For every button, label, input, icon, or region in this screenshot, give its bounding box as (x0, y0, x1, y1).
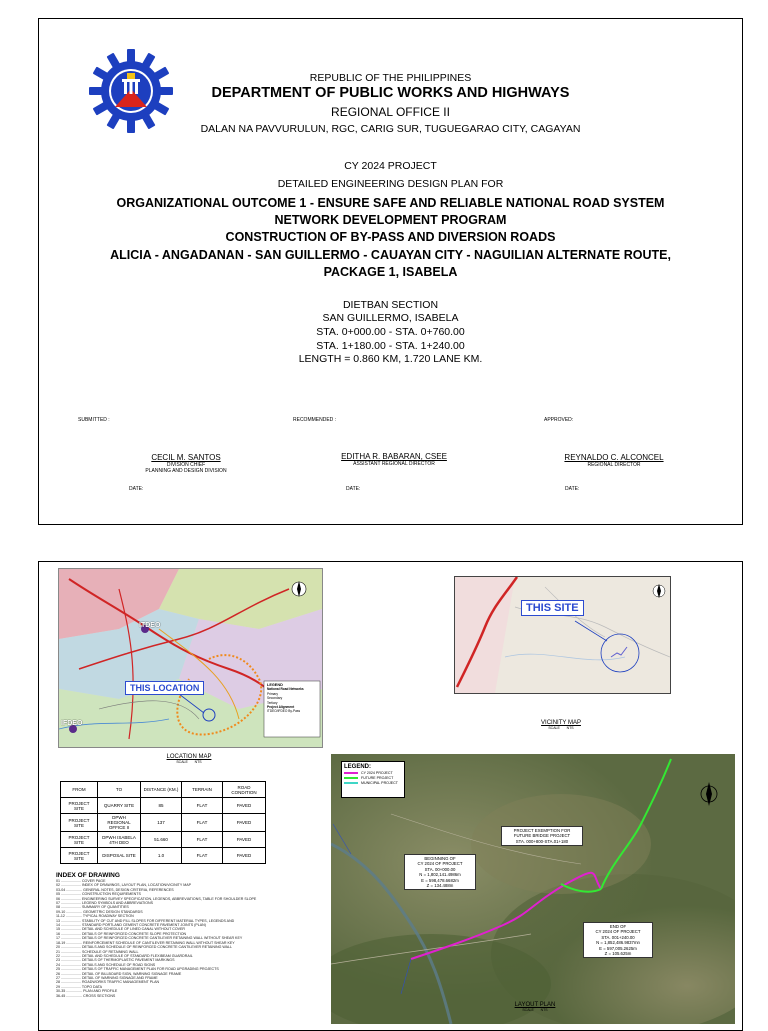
signatory-approved (554, 453, 674, 468)
date-label: DATE: (346, 486, 361, 492)
office-heading: REGIONAL OFFICE II (331, 105, 450, 119)
table-cell: 51.660 (141, 832, 182, 848)
legend-item: National Road Networks (267, 687, 304, 692)
table-cell: DPWH REGIONAL OFFICE II (98, 814, 141, 832)
legend-item: Project Alignment (267, 705, 295, 710)
signatory-title: ASSISTANT REGIONAL DIRECTOR (353, 461, 435, 467)
signatory-name: EDITHA R. BABARAN, CSEE (341, 452, 447, 461)
signatory-submitted (131, 453, 241, 474)
callout-line: STA. 001+240.00 (601, 934, 635, 940)
callout-line: E = 597,005.2625m (599, 945, 637, 951)
callout-line: STA. 000+800-STA.01+180 (515, 838, 569, 844)
index-item: 24 .................... DETAILS AND SCHEDULE OF ROAD SIGNS (56, 962, 156, 967)
legend-item (344, 781, 402, 786)
callout-line: N = 1,802,141.4986m (419, 872, 461, 878)
vicinity-map (454, 576, 671, 694)
column-header: DISTANCE (KM.) (141, 782, 182, 798)
legend-title: LEGEND (267, 683, 283, 687)
table-cell: PROJECT SITE (61, 848, 98, 864)
index-item: 08 .................... SUMMARY OF QUANTITIES (56, 905, 129, 910)
index-item: 07 .................... LEGEND SYMBOLS AND ABBREVIATIONS (56, 901, 153, 906)
callout-line: CY 2024 OF PROJECT (595, 929, 641, 935)
cover-sheet (38, 18, 743, 525)
index-item: 23 .................... DETAILS OF THERMOPLASTIC PAVEMENT MARKINGS (56, 958, 175, 963)
table-cell: FLAT (182, 848, 223, 864)
table-cell: PROJECT SITE (61, 814, 98, 832)
table-cell: DPWH ISABELA 4TH DEO (98, 832, 141, 848)
legend-item: Primary (267, 691, 278, 696)
project-length: LENGTH = 0.860 KM, 1.720 LANE KM. (298, 353, 483, 365)
table-cell: PROJECT SITE (61, 798, 98, 814)
callout-line: FUTURE BRIDGE PROJECT (513, 833, 571, 839)
table-row (61, 814, 266, 832)
exemption-callout (501, 826, 583, 846)
index-item: 21 .................... SCHEDULE OF RETAINING WALL (56, 949, 139, 954)
section-name: DIETBAN SECTION (342, 299, 439, 311)
table-cell: PROJECT SITE (61, 832, 98, 848)
index-item: 28 .................... ROADWORKS TRAFFIC MANAGEMENT PLAN (56, 980, 160, 985)
callout-line: PROJECT EXEMPTION FOR (513, 828, 571, 833)
table-cell: FLAT (182, 832, 223, 848)
callout-line: N = 1,852,486.9837mn (596, 940, 640, 946)
index-layout-sheet (38, 561, 743, 1031)
date-label: DATE: (129, 486, 144, 492)
column-header: ROAD CONDITION (223, 782, 266, 798)
signatory-recommended (334, 452, 454, 467)
address-line: DALAN NA PAVVURULUN, RGC, CARIG SUR, TUGUEGARAO CITY, CAGAYAN (200, 123, 581, 135)
column-header: TERRAIN (182, 782, 223, 798)
index-item: 06 .................... ENGINEERING SURVEY SPECIFICATION, LEGENDS, ABBREVIATIONS, TABLE FOR SHOULDER SLOPE (56, 896, 257, 901)
index-item: 20 .................... DETAILS AND SCHEDULE OF REINFORCED CONCRETE CANTILEVER RETAINING WALL (56, 945, 233, 950)
scale-label: SCALE (522, 1008, 534, 1012)
signatory-title: DIVISION CHIEF (166, 462, 206, 468)
signatory-name: CECIL M. SANTOS (151, 453, 221, 462)
table-cell: 85 (141, 798, 182, 814)
index-item: 01 .................... COVER PAGE (56, 879, 106, 883)
project-title-line: ALICIA - ANGADANAN - SAN GUILLERMO - CAUAYAN CITY - NAGUILIAN ALTERNATE ROUTE, (110, 248, 671, 262)
legend-item: ITDEO/IFDEO By-Pass (267, 709, 301, 714)
callout-line: E = 598,478.6682m (421, 877, 459, 883)
project-title-line: ORGANIZATIONAL OUTCOME 1 - ENSURE SAFE AND RELIABLE NATIONAL ROAD SYSTEM (116, 196, 665, 210)
callout-line: Z = 134.488m (426, 883, 454, 889)
legend-swatch (344, 777, 358, 779)
legend-label: FUTURE PROJECT (361, 776, 394, 780)
beginning-callout (404, 854, 476, 890)
nts-label: NTS (194, 760, 202, 764)
table-row (61, 848, 266, 864)
project-year: CY 2024 PROJECT (344, 160, 437, 172)
index-of-drawing (56, 872, 326, 998)
nts-label: NTS (540, 1008, 548, 1012)
layout-legend (341, 761, 405, 798)
approved-label: APPROVED: (544, 417, 574, 423)
itdeo-label: ITDEO (139, 622, 161, 629)
submitted-label: SUBMITTED : (78, 417, 110, 423)
index-item: 17 .................... DETAILS OF REINFORCED CONCRETE CANTILEVER RETAINING WALL WITHOUT SHEAR KEY (56, 936, 243, 941)
layout-plan-caption (503, 1002, 567, 1012)
index-item: 18-19 ................ REINFORCEMENT SCHEDULE OF CANTILEVER RETAINING WALL WITHOUT SHEAR KEY (56, 940, 235, 945)
signatory-title: PLANNING AND DESIGN DIVISION (145, 468, 227, 474)
index-item: 22 .................... DETAIL AND SCHEDULE OF STANDARD FLEXIBEAM GUARDRAIL (56, 953, 193, 958)
vicinity-map-graphic (455, 577, 670, 693)
index-item: 26 .................... DETAIL OF BILLBOARD SIGN, WARNING SIGNAGE FRAME (56, 971, 182, 976)
index-item: 25 .................... DETAILS OF TRAFFIC MANAGEMENT PLAN FOR ROAD UPGRADING PROJECTS (56, 967, 219, 972)
legend-swatch (344, 782, 358, 784)
callout-line: BEGINNING OF (424, 856, 456, 861)
station-range-1: STA. 0+000.00 - STA. 0+760.00 (316, 326, 465, 338)
signatory-name: REYNALDO C. ALCONCEL (564, 453, 664, 462)
date-label: DATE: (565, 486, 580, 492)
index-item: 13 .................... STABILITY OF CUT AND FILL SLOPES FOR DIFFERENT MATERIAL TYPES, LEGENDS AND (56, 918, 235, 923)
station-range-2: STA. 1+180.00 - STA. 1+240.00 (316, 340, 465, 352)
index-item: 16 .................... DETAILS OF REINFORCED CONCRETE SLOPE PROTECTION (56, 931, 187, 936)
index-item: 27 .................... DETAIL OF WARNING SIGNAGE AND FRAME (56, 975, 158, 980)
table-cell: FLAT (182, 814, 223, 832)
index-item: 15 .................... DETAIL AND SCHEDULE OF LINED CANAL WITHOUT COVER (56, 927, 185, 932)
index-item: 29 .................... TOPO DATA (56, 984, 103, 989)
recommended-label: RECOMMENDED : (293, 417, 337, 423)
table-cell: PAVED (223, 798, 266, 814)
index-item: 02 .................... INDEX OF DRAWINGS, LAYOUT PLAN, LOCATION/VICINITY MAP (56, 883, 191, 888)
legend-swatch (344, 772, 358, 774)
index-title: INDEX OF DRAWING (56, 872, 120, 879)
table-cell: 137 (141, 814, 182, 832)
index-item: 11-12 ................ TYPICAL ROADWAY SECTION (56, 914, 134, 919)
callout-line: CY 2024 OF PROJECT (417, 861, 463, 867)
scale-label: SCALE (176, 760, 188, 764)
layout-plan-title: LAYOUT PLAN (514, 1002, 556, 1008)
distance-table (60, 781, 266, 864)
index-list (56, 879, 326, 998)
location-map-legend (267, 683, 319, 714)
vicinity-map-title: VICINITY MAP (541, 720, 581, 726)
this-site-label: THIS SITE (521, 600, 584, 616)
republic-heading: REPUBLIC OF THE PHILIPPINES (309, 72, 472, 84)
index-item: 30-35 ................ PLAN AND PROFILE (56, 989, 118, 994)
end-callout (583, 922, 653, 958)
table-cell: PAVED (223, 848, 266, 864)
index-item: 05 .................... CONSTRUCTION REQUIREMENTS (56, 892, 141, 897)
legend-item: Secondary (267, 696, 283, 701)
callout-line: Z = 105.625m (604, 951, 632, 957)
nts-label: NTS (566, 726, 574, 730)
plan-label: DETAILED ENGINEERING DESIGN PLAN FOR (277, 178, 504, 190)
index-item: 09-10 ................ GEOMETRIC DESIGN STANDARDS (56, 909, 143, 914)
project-title-line: NETWORK DEVELOPMENT PROGRAM (274, 213, 507, 227)
legend-items (344, 771, 402, 786)
legend-title: LEGEND: (344, 764, 371, 770)
index-item: 03-04 ................ GENERAL NOTES, DESIGN CRITERIA, REFERENCES (56, 887, 174, 892)
department-heading: DEPARTMENT OF PUBLIC WORKS AND HIGHWAYS (211, 85, 570, 101)
index-item: 36-45 ................ CROSS SECTIONS (56, 993, 116, 998)
location-map (58, 568, 323, 748)
callout-line: END OF (609, 924, 627, 929)
legend-item: Tertiary (267, 700, 278, 705)
table-cell: PAVED (223, 832, 266, 848)
ifdeo-label: IFDEO (61, 720, 83, 727)
section-location: SAN GUILLERMO, ISABELA (322, 312, 459, 324)
project-title-line: CONSTRUCTION OF BY-PASS AND DIVERSION ROADS (225, 230, 556, 244)
location-map-graphic (59, 569, 322, 747)
column-header: FROM (61, 782, 98, 798)
layout-plan-map (331, 754, 735, 1024)
index-item: 14 .................... STANDARD PORTLAND CEMENT CONCRETE PAVEMENT JOINTS (PLAN) (56, 923, 206, 928)
table-cell: 1.0 (141, 848, 182, 864)
table-header-row (61, 782, 266, 798)
scale-label: SCALE (548, 726, 560, 730)
table-row (61, 798, 266, 814)
table-cell: DISPOSAL SITE (98, 848, 141, 864)
vicinity-map-caption (531, 720, 591, 730)
project-title-line: PACKAGE 1, ISABELA (323, 265, 458, 279)
table-row (61, 832, 266, 848)
callout-line: STA. 00+000.00 (424, 866, 456, 872)
legend-label: MUNICIPAL PROJECT (361, 781, 398, 785)
this-location-label: THIS LOCATION (125, 681, 204, 695)
signatory-title: REGIONAL DIRECTOR (587, 462, 641, 468)
location-map-title: LOCATION MAP (166, 754, 212, 760)
table-cell: QUARRY SITE (98, 798, 141, 814)
column-header: TO (98, 782, 141, 798)
table-cell: FLAT (182, 798, 223, 814)
legend-label: CY 2024 PROJECT (361, 771, 393, 775)
table-cell: PAVED (223, 814, 266, 832)
location-map-caption (159, 754, 219, 764)
